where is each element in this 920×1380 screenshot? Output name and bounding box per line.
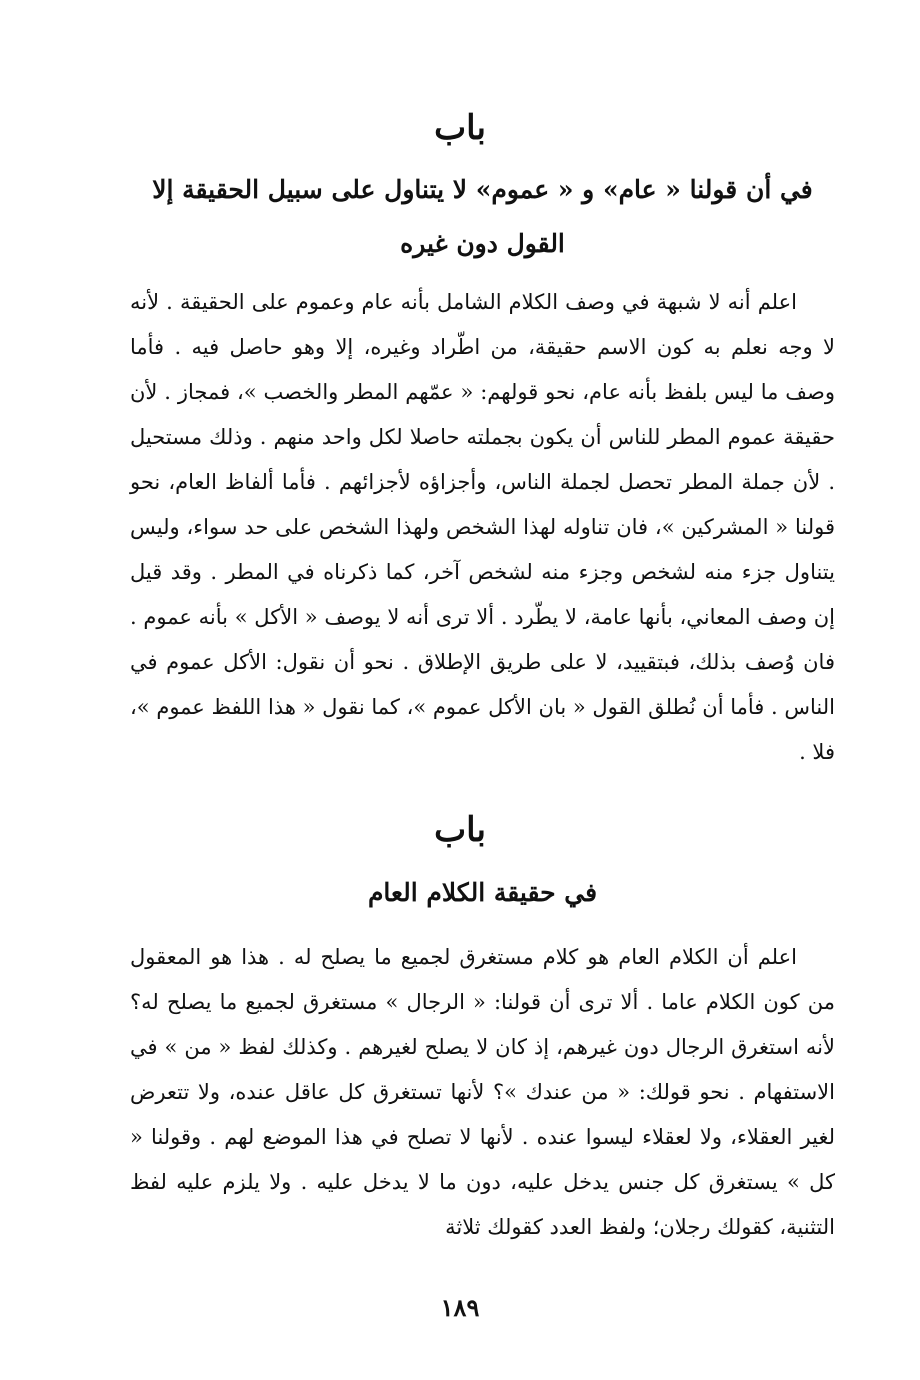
chapter-heading-1: باب: [434, 108, 486, 148]
chapter-title-1: في أن قولنا « عام» و « عموم» لا يتناول على سبيل الحقيقة إلا القول دون غيره: [152, 175, 813, 258]
paragraph-1: اعلم أنه لا شبهة في وصف الكلام الشامل بأنه عام وعموم على الحقيقة . لأنه لا وجه نعلم به كون الاسم حقيقة، من اطّراد وغيره، إلا وهو حاصل فيه . فأما وصف ما ليس بلفظ بأنه عام، نحو قولهم: « عمّهم المطر والخصب »، فمجاز . لأن حقيقة عموم المطر للناس أن يكون بجملته حاصلا لكل واحد منهم . وذلك مستحيل . لأن جملة المطر تحصل لجملة الناس، وأجزاؤه لأجزائهم . فأما ألفاظ العام، نحو قولنا « المشركين »، فان تناوله لهذا الشخص ولهذا الشخص على حد سواء، وليس يتناول جزء منه لشخص وجزء منه لشخص آخر، كما ذكرناه في المطر . وقد قيل إن وصف المعاني، بأنها عامة، لا يطّرد . ألا ترى أنه لا يوصف « الأكل » بأنه عموم . فان وُصف بذلك، فبتقييد، لا على طريق الإطلاق . نحو أن نقول: الأكل عموم في الناس . فأما أن نُطلق القول « بان الأكل عموم »، كما نقول « هذا اللفظ عموم »، فلا .: [130, 290, 835, 764]
page-number: ١٨٩: [440, 1293, 480, 1322]
chapter-body-1: [130, 280, 835, 775]
chapter-heading-2: باب: [434, 810, 486, 850]
chapter-title-2: في حقيقة الكلام العام: [367, 878, 598, 907]
paragraph-2: اعلم أن الكلام العام هو كلام مستغرق لجميع ما يصلح له . هذا هو المعقول من كون الكلام عاما . ألا ترى أن قولنا: « الرجال » مستغرق لجميع ما يصلح له؟ لأنه استغرق الرجال دون غيرهم، إذ كان لا يصلح لغيرهم . وكذلك لفظ « من » في الاستفهام . نحو قولك: « من عندك »؟ لأنها تستغرق كل عاقل عنده، ولا تتعرض لغير العقلاء، ولا لعقلاء ليسوا عنده . لأنها لا تصلح في هذا الموضع لهم . وقولنا « كل » يستغرق كل جنس يدخل عليه، دون ما لا يدخل عليه . ولا يلزم عليه لفظ التثنية، كقولك رجلان؛ ولفظ العدد كقولك ثلاثة: [130, 945, 835, 1239]
chapter-body-2: [130, 935, 835, 1250]
